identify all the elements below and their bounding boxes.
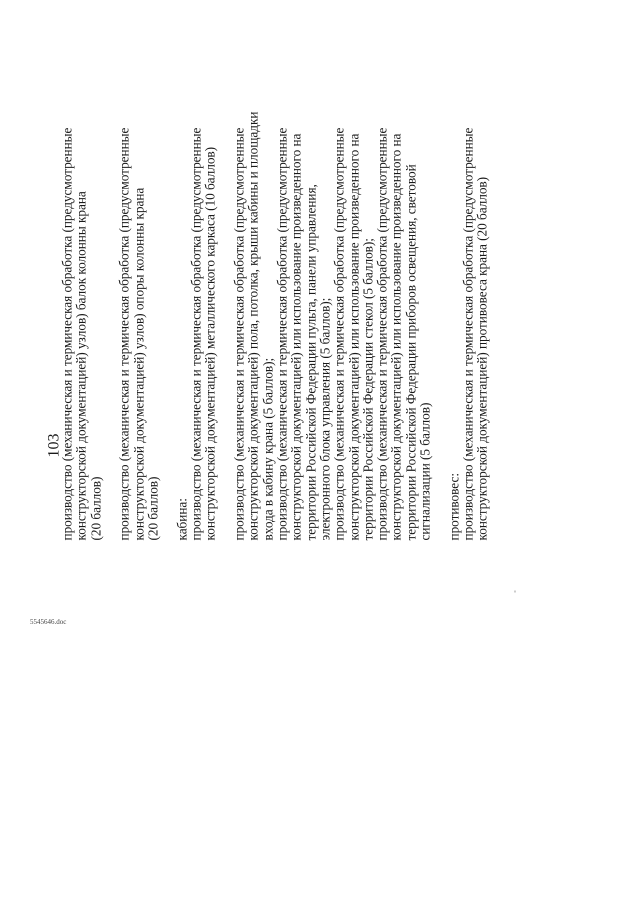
text-line: производство (механическая и термическая обработка (предусмотренные [231,127,247,540]
text-line: конструкторской документацией) или использование произведенного на [288,133,304,540]
text-line: территории Российской Федерации стекол (5 баллов); [359,237,375,540]
paragraph-gap [432,40,447,540]
section-heading: противовес: [445,472,461,540]
paragraph-gap [160,40,175,540]
text-line: производство (механическая и термическая обработка (предусмотренные [460,127,476,540]
scan-speck [514,590,515,592]
text-line: (20 баллов) [144,476,160,540]
text-line: производство (механическая и термическая обработка (предусмотренные [188,127,204,540]
paragraph-gap [218,40,233,540]
text-line: территории Российской Федерации пульта, панели управления, [302,183,318,540]
text-line: производство (механическая и термическая обработка (предусмотренные [331,127,347,540]
text-line: конструкторской документацией) противовеса крана (20 баллов) [474,176,490,540]
document-body [60,40,490,540]
text-line: конструкторской документацией) узлов) балок колонны крана [73,190,89,540]
text-line: (20 баллов) [87,476,103,540]
text-line: конструкторской документацией) или использование произведенного на [345,133,361,540]
text-line: конструкторской документацией) или использование произведенного на [388,133,404,540]
text-line: производство (механическая и термическая обработка (предусмотренные [116,127,132,540]
text-line: электронного блока управления (5 баллов); [316,297,332,540]
text-line: конструкторской документацией) пола, потолка, крыши кабины и площадки [245,111,261,540]
doc-reference: 5545646.doc [30,618,67,626]
text-line: производство (механическая и термическая обработка (предусмотренные [59,127,74,540]
text-line: конструкторской документацией) узлов) опоры колонны крана [130,187,146,540]
text-line: территории Российской Федерации приборов освещения, световой [402,163,418,540]
paragraph-gap [103,40,118,540]
text-line: сигнализации (5 баллов) [417,402,433,540]
text-line: производство (механическая и термическая обработка (предусмотренные [274,127,290,540]
text-line: производство (механическая и термическая обработка (предусмотренные [374,127,390,540]
section-heading: кабина: [173,497,189,540]
text-line: конструкторской документацией) металлического каркаса (10 баллов) [202,146,218,540]
page-number: 103 [45,433,62,457]
text-line: входа в кабину крана (5 баллов); [259,357,275,540]
